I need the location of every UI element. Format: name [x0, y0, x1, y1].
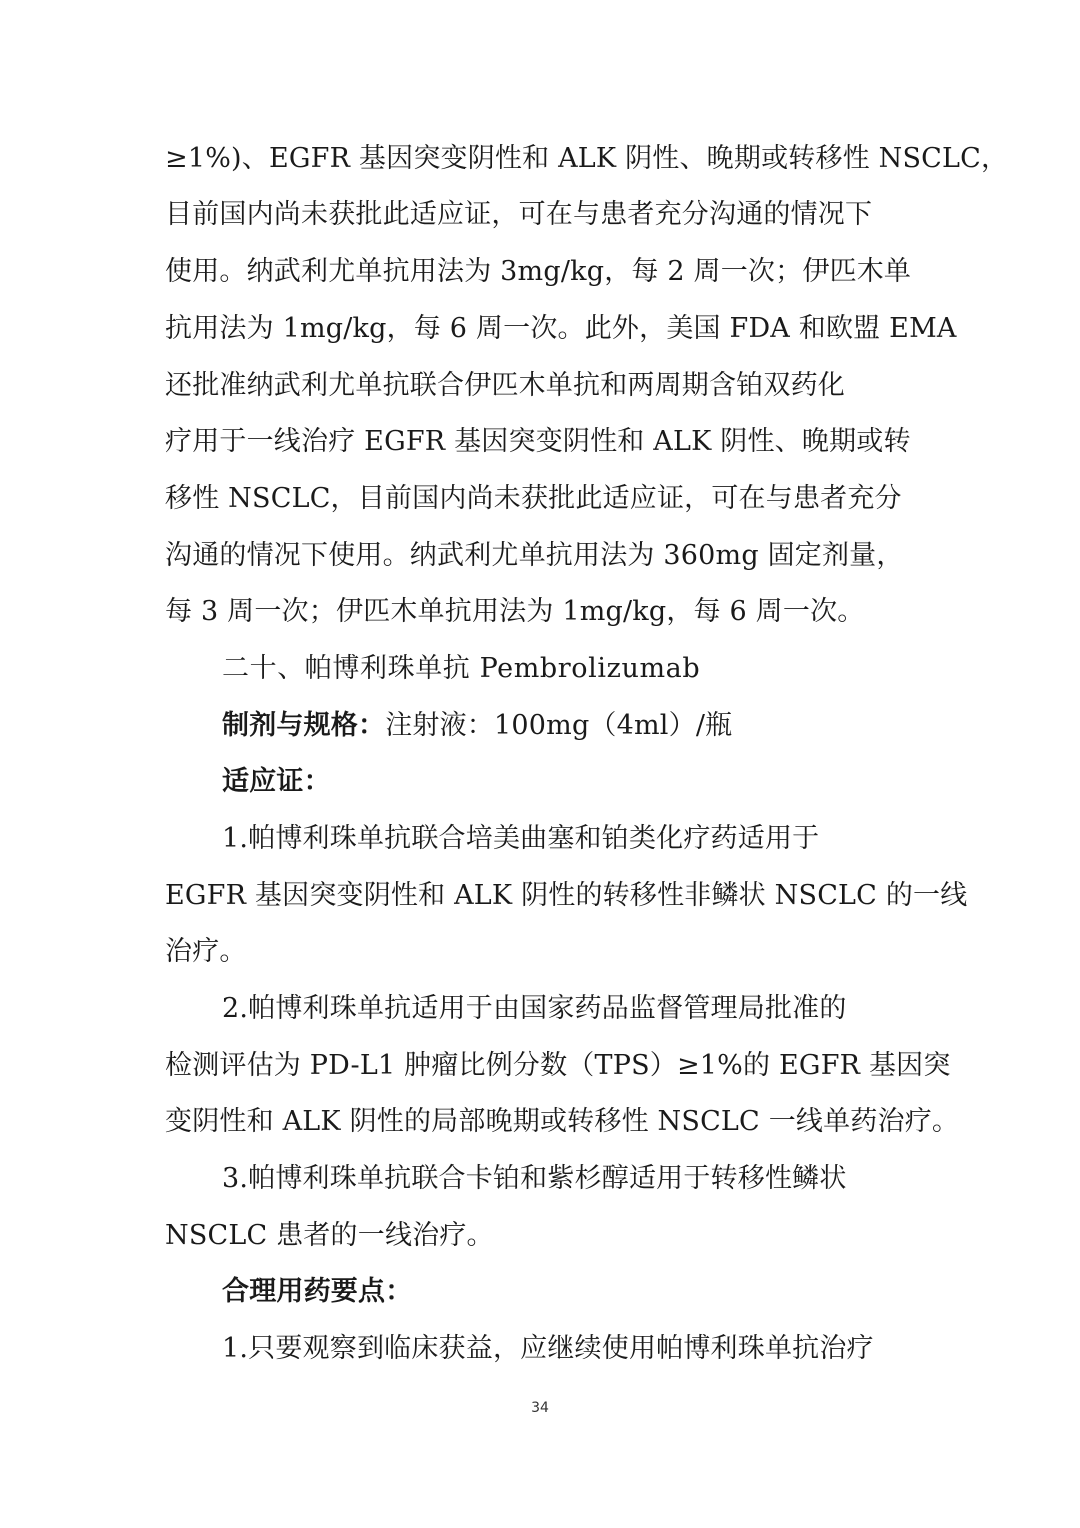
formulation-label: 制剂与规格：: [222, 710, 386, 741]
indication-2-line-2: 检测评估为 PD-L1 肿瘤比例分数（TPS）≥1%的 EGFR 基因突: [165, 1050, 951, 1081]
indication-1-line-3: 治疗。: [165, 936, 247, 967]
body-line-7: 移性 NSCLC，目前国内尚未获批此适应证，可在与患者充分: [165, 483, 902, 514]
body-line-5: 还批准纳武利尤单抗联合伊匹木单抗和两周期含铂双药化: [165, 370, 845, 401]
body-line-2: 目前国内尚未获批此适应证，可在与患者充分沟通的情况下: [165, 199, 873, 230]
indications-label: 适应证：: [222, 766, 331, 797]
indication-2-line-1: 2.帕博利珠单抗适用于由国家药品监督管理局批准的: [222, 993, 847, 1024]
body-line-1: ≥1%)、EGFR 基因突变阴性和 ALK 阴性、晚期或转移性 NSCLC，: [165, 143, 1009, 174]
key-point-1-line-1: 1.只要观察到临床获益，应继续使用帕博利珠单抗治疗: [222, 1333, 874, 1364]
formulation-row: [222, 706, 922, 746]
indication-1-line-2: EGFR 基因突变阴性和 ALK 阴性的转移性非鳞状 NSCLC 的一线: [165, 880, 968, 911]
body-line-8: 沟通的情况下使用。纳武利尤单抗用法为 360mg 固定剂量，: [165, 540, 904, 571]
indication-2-line-3: 变阴性和 ALK 阴性的局部晚期或转移性 NSCLC 一线单药治疗。: [165, 1106, 960, 1137]
indication-3-line-1: 3.帕博利珠单抗联合卡铂和紫杉醇适用于转移性鳞状: [222, 1163, 847, 1194]
formulation-value: 注射液：100mg（4ml）/瓶: [385, 710, 733, 741]
page-number: 34: [531, 1400, 549, 1416]
indication-1-line-1: 1.帕博利珠单抗联合培美曲塞和铂类化疗药适用于: [222, 823, 820, 854]
section-title: 二十、帕博利珠单抗 Pembrolizumab: [222, 653, 701, 684]
body-line-4: 抗用法为 1mg/kg，每 6 周一次。此外，美国 FDA 和欧盟 EMA: [165, 313, 957, 344]
body-line-6: 疗用于一线治疗 EGFR 基因突变阴性和 ALK 阴性、晚期或转: [165, 426, 911, 457]
key-points-label: 合理用药要点：: [222, 1276, 413, 1307]
body-line-3: 使用。纳武利尤单抗用法为 3mg/kg，每 2 周一次；伊匹木单: [165, 256, 912, 287]
indication-3-line-2: NSCLC 患者的一线治疗。: [165, 1220, 494, 1251]
body-line-9: 每 3 周一次；伊匹木单抗用法为 1mg/kg，每 6 周一次。: [165, 596, 865, 627]
